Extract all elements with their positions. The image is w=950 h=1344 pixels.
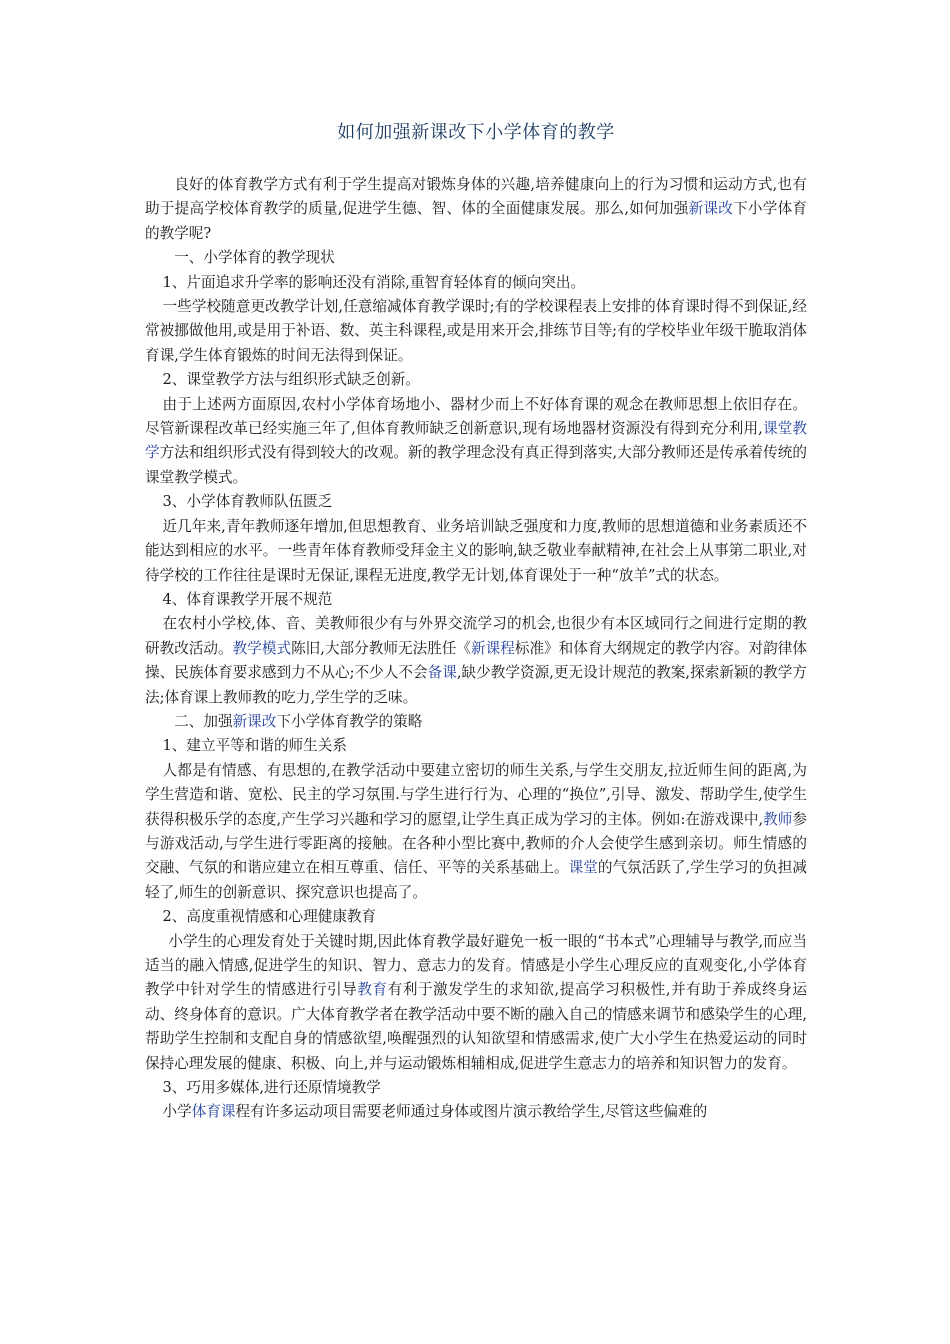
document-page [145,118,807,1125]
link-xinkegai-2[interactable]: 新课改 [232,712,277,730]
paragraph-1-2: 由于上述两方面原因,农村小学体育场地小、器材少而上不好体育课的观念在教师思想上依旧存在。尽管新课程改革已经实施三年了,但体育教师缺乏创新意识,现有场地器材资源没有得到充分利用,课堂教学方法和组织形式没有得到较大的改观。新的教学理念没有真正得到落实,大部分教师还是传承着传统的课堂教学模式。 [145,395,807,486]
section-heading-1: 一、小学体育的教学现状 [174,249,335,267]
link-ketang-jiaoxue[interactable]: 课堂教学 [145,420,807,462]
link-jiaoshi[interactable]: 教师 [763,810,793,828]
paragraph-2-3: 小学体育课程有许多运动项目需要老师通过身体或图片演示教给学生,尽管这些偏难的 [162,1103,708,1121]
document-title: 如何加强新课改下小学体育的教学 [337,122,615,143]
link-xinkegai[interactable]: 新课改 [688,200,734,218]
paragraph-intro: 良好的体育教学方式有利于学生提高对锻炼身体的兴趣,培养健康向上的行为习惯和运动方式,也有助于提高学校体育教学的质量,促进学生德、智、体的全面健康发展。那么,如何加强新课改下小学体育的教学呢? [145,176,807,242]
link-tiyuke[interactable]: 体育课 [191,1103,236,1121]
subheading-2-1: 1、建立平等和谐的师生关系 [162,737,347,755]
paragraph-2-1: 人都是有情感、有思想的,在教学活动中要建立密切的师生关系,与学生交朋友,拉近师生间的距离,为学生营造和谐、宽松、民主的学习氛围.与学生进行行为、心理的“换位”,引导、激发、帮助学生,使学生获得积极乐学的态度,产生学习兴趣和学习的愿望,让学生真正成为学习的主体。例如:在游戏课中,教师参与游戏活动,与学生进行零距离的接触。在各种小型比赛中,教师的介人会使学生感到亲切。师生情感的交融、气氛的和谐应建立在相互尊重、信任、平等的关系基础上。课堂的气氛活跃了,学生学习的负担减轻了,师生的创新意识、探究意识也提高了。 [145,761,807,901]
link-jiaoxue-moshi[interactable]: 教学模式 [232,639,292,657]
paragraph-1-3: 近几年来,青年教师逐年增加,但思想教育、业务培训缺乏强度和力度,教师的思想道德和业务素质还不能达到相应的水平。一些青年体育教师受拜金主义的影响,缺乏敬业奉献精神,在社会上从事第二职业,对待学校的工作往往是课时无保证,课程无进度,教学无计划,体育课处于一种“放羊”式的状态。 [145,517,807,584]
subheading-1-3: 3、小学体育教师队伍匮乏 [162,493,333,511]
link-ketang[interactable]: 课堂 [568,859,598,877]
subheading-1-4: 4、体育课教学开展不规范 [162,590,333,608]
subheading-2-3: 3、巧用多媒体,进行还原情境教学 [162,1079,381,1097]
section-heading-2: 二、加强新课改下小学体育教学的策略 [174,712,423,730]
subheading-2-2: 2、高度重视情感和心理健康教育 [162,908,377,926]
link-jiaoyu[interactable]: 教育 [357,981,388,999]
link-xinkecheng[interactable]: 新课程 [471,639,515,657]
paragraph-2-2: 小学生的心理发育处于关键时期,因此体育教学最好避免一板一眼的“书本式”心理辅导与教学,而应当适当的融入情感,促进学生的知识、智力、意志力的发育。情感是小学生心理反应的直观变化,小学体育教学中针对学生的情感进行引导教育有利于激发学生的求知欲,提高学习积极性,并有助于养成终身运动、终身体育的意识。广大体育教学者在教学活动中要不断的融入自己的情感来调节和感染学生的心理,帮助学生控制和支配自身的情感欲望,唤醒强烈的认知欲望和情感需求,使广大小学生在热爱运动的同时保持心理发展的健康、积极、向上,并与运动锻炼相辅相成,促进学生意志力的培养和知识智力的发育。 [145,932,807,1072]
subheading-1-1: 1、片面追求升学率的影响还没有消除,重智育轻体育的倾向突出。 [162,273,586,291]
link-beike[interactable]: 备课 [427,664,457,682]
paragraph-1-1: 一些学校随意更改教学计划,任意缩减体育教学课时;有的学校课程表上安排的体育课时得不到保证,经常被挪做他用,或是用于补语、数、英主科课程,或是用来开会,排练节目等;有的学校毕业年级干脆取消体育课,学生体育锻炼的时间无法得到保证。 [145,298,807,364]
paragraph-1-4: 在农村小学校,体、音、美教师很少有与外界交流学习的机会,也很少有本区域同行之间进行定期的教研教改活动。教学模式陈旧,大部分教师无法胜任《新课程标准》和体育大纲规定的教学内容。对韵律体操、民族体育要求感到力不从心;不少人不会备课,缺少教学资源,更无设计规范的教案,探索新颖的教学方法;体育课上教师教的吃力,学生学的乏味。 [145,615,807,706]
subheading-1-2: 2、课堂教学方法与组织形式缺乏创新。 [162,371,420,389]
